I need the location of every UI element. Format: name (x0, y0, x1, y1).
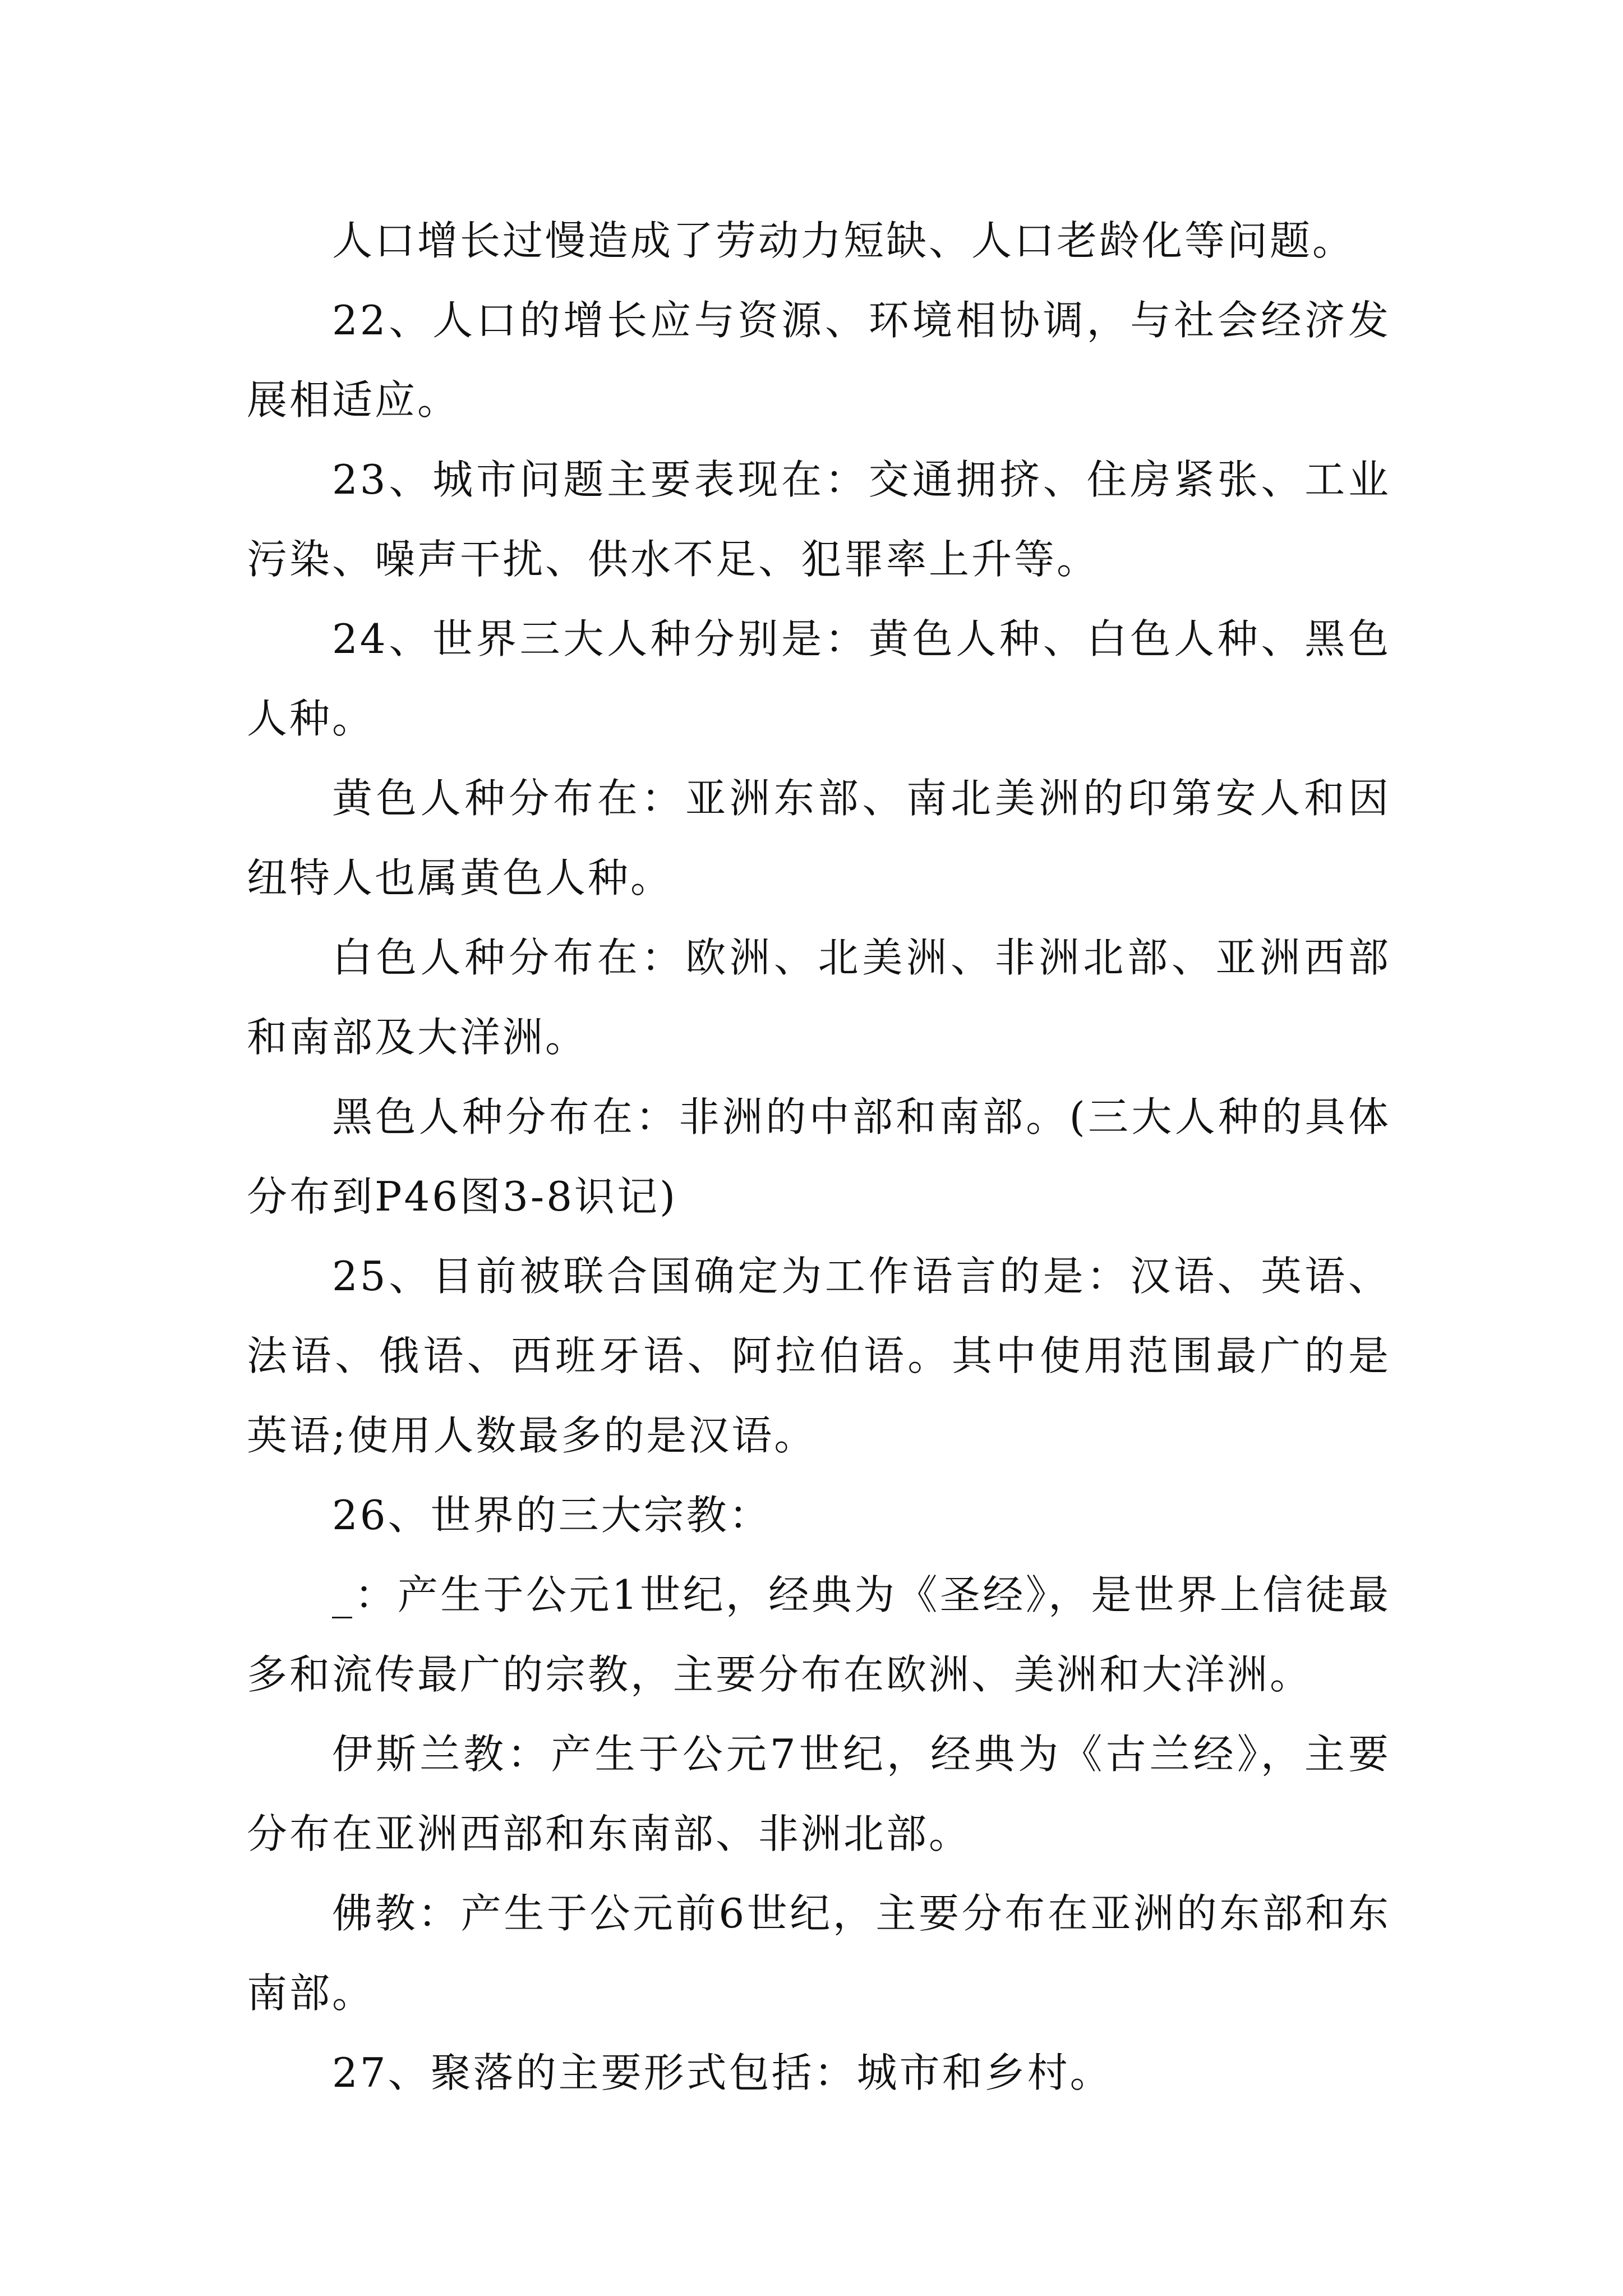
paragraph-26: 26、世界的三大宗教： (332, 1492, 772, 1539)
paragraph-white-race: 白色人种分布在：欧洲、北美洲、非洲北部、亚洲西部和南部及大洋洲。 (247, 934, 1391, 1061)
paragraph-christianity: _：产生于公元1世纪，经典为《圣经》，是世界上信徒最多和流传最广的宗教，主要分布在欧洲、美洲和大洋洲。 (247, 1571, 1391, 1698)
document-body (247, 201, 1391, 2113)
paragraph-24: 24、世界三大人种分别是：黄色人种、白色人种、黑色人种。 (247, 615, 1391, 742)
paragraph-buddhism: 佛教：产生于公元前6世纪，主要分布在亚洲的东部和东南部。 (247, 1890, 1391, 2017)
paragraph-23: 23、城市问题主要表现在：交通拥挤、住房紧张、工业污染、噪声干扰、供水不足、犯罪率上升等。 (247, 456, 1391, 583)
paragraph-25: 25、目前被联合国确定为工作语言的是：汉语、英语、法语、俄语、西班牙语、阿拉伯语。其中使用范围最广的是英语;使用人数最多的是汉语。 (247, 1253, 1391, 1459)
paragraph-black-race: 黑色人种分布在：非洲的中部和南部。(三大人种的具体分布到P46图3-8识记) (247, 1093, 1391, 1220)
paragraph-islam: 伊斯兰教：产生于公元7世纪，经典为《古兰经》，主要分布在亚洲西部和东南部、非洲北部。 (247, 1731, 1391, 1857)
paragraph-22: 22、人口的增长应与资源、环境相协调，与社会经济发展相适应。 (247, 297, 1391, 424)
paragraph-27: 27、聚落的主要形式包括：城市和乡村。 (332, 2049, 1113, 2096)
paragraph-population-slow-growth: 人口增长过慢造成了劳动力短缺、人口老龄化等问题。 (332, 217, 1355, 264)
paragraph-yellow-race: 黄色人种分布在：亚洲东部、南北美洲的印第安人和因纽特人也属黄色人种。 (247, 775, 1391, 901)
